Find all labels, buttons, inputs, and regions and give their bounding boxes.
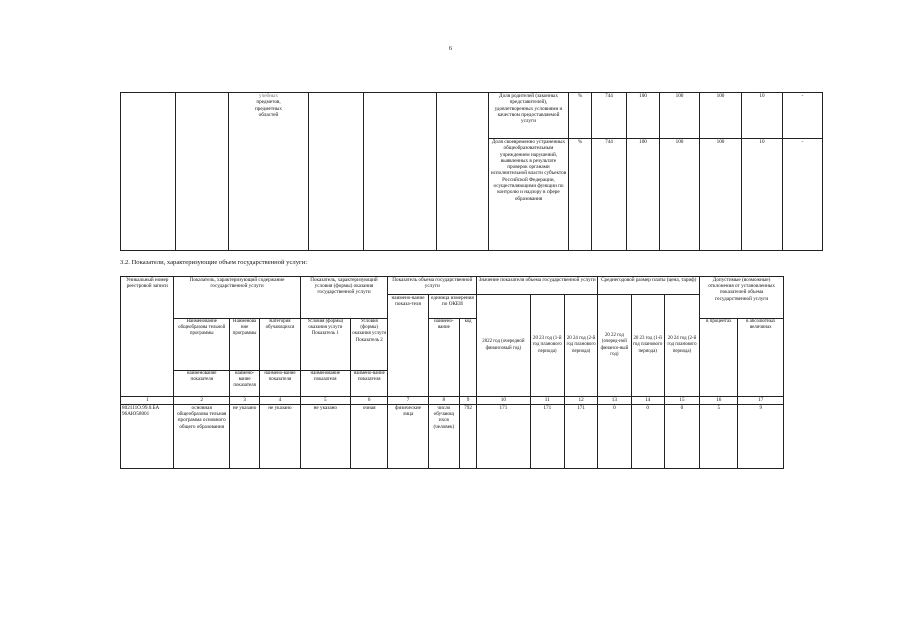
- value-year-1: 100: [627, 139, 660, 251]
- price-year-3: 0: [664, 405, 699, 469]
- value-year-1: 100: [627, 93, 660, 139]
- unit-code: 792: [459, 405, 476, 469]
- value-year-3: 100: [700, 139, 742, 251]
- header-condition-sub-2: Условия (формы) оказания услуги Показатель 2: [351, 319, 388, 371]
- header-row: [121, 277, 784, 295]
- header-condition-sub-1: Условия (формы) оказания услуги Показатель 1: [300, 319, 350, 371]
- cont-line: учебных: [259, 93, 278, 99]
- condition-2: очная: [351, 405, 388, 469]
- column-number: 2: [174, 397, 229, 405]
- column-number-row: [121, 397, 784, 405]
- column-number: 14: [631, 397, 664, 405]
- cont-line: предметных: [255, 105, 282, 112]
- okei-code: 744: [592, 93, 627, 139]
- cont-line: областей: [258, 111, 279, 118]
- registry-number: 802111О.99.0.БА 96АЮ58001: [121, 405, 174, 469]
- header-content-sub-2: Наименова ние программы: [229, 319, 259, 371]
- header-name-label: наименование показателя: [300, 371, 350, 397]
- header-content-sub-1: Наименование общеобразова тельной программы: [174, 319, 229, 371]
- program-name: не указано: [229, 405, 259, 469]
- column-number: 7: [388, 397, 428, 405]
- deviation-percent: 10: [742, 93, 783, 139]
- column-number: 11: [530, 397, 564, 405]
- unit-name: число обучающ ихся (человек): [428, 405, 459, 469]
- okei-code: 744: [592, 139, 627, 251]
- header-volume-indicator: Показатель объема государственной услуги: [388, 277, 477, 295]
- column-number: 17: [738, 397, 784, 405]
- section-title: 3.2. Показатели, характеризующие объем государственной услуги:: [120, 259, 308, 266]
- deviation-absolute: -: [783, 93, 823, 139]
- header-deviation-absolute: в абсолютных величинах: [738, 319, 784, 397]
- header-unit-name: наимено-вание: [428, 319, 459, 397]
- deviation-percent: 10: [742, 139, 783, 251]
- column-number: 4: [260, 397, 300, 405]
- header-allowed-deviation: Допустимые (возможные) отклонения от установленных показателей объема государственной услуги: [700, 277, 784, 319]
- header-average-price: Среднегодовой размер платы (цена, тариф): [598, 277, 700, 295]
- student-category: не указано: [260, 405, 300, 469]
- header-indicator-name: наимено-вание показа-теля: [388, 295, 428, 397]
- deviation-absolute: -: [783, 139, 823, 251]
- column-number: 13: [598, 397, 631, 405]
- deviation-percent: 5: [700, 405, 738, 469]
- header-price-year-1: 20 22 год (очеред-ной финансо-вый год): [598, 295, 631, 397]
- value-year-1: 171: [477, 405, 530, 469]
- price-year-1: 0: [598, 405, 631, 469]
- cell-empty: [176, 93, 229, 251]
- page-number: 6: [449, 46, 452, 52]
- cont-line: предметов,: [256, 99, 281, 106]
- price-year-2: 0: [631, 405, 664, 469]
- indicator-name: физические лица: [388, 405, 428, 469]
- value-year-2: 171: [530, 405, 564, 469]
- cell-empty: [364, 93, 437, 251]
- header-unit-code: код: [459, 319, 476, 397]
- indicator-name: Доля своевременно устраненных общеобразовательным учреждением нарушений, выявленных в результате проверок органами исполнительной власти субъектов Российской Федерации, осуществляющими функции по контролю и надзору в сфере образования: [489, 139, 569, 251]
- deviation-absolute: 9: [738, 405, 784, 469]
- header-price-year-3: 20 24 год (2-й год планового периода): [664, 295, 699, 397]
- column-number: 12: [564, 397, 597, 405]
- value-year-3: 100: [700, 93, 742, 139]
- value-year-3: 171: [564, 405, 597, 469]
- unit: %: [569, 93, 592, 139]
- cell-empty: [437, 93, 489, 251]
- header-name-label: наимено-вание показателя: [351, 371, 388, 397]
- header-registry-number: Уникальный номер реестровой записи: [121, 277, 174, 397]
- header-price-year-2: 20 23 год (1-й год планового периода): [631, 295, 664, 397]
- column-number: 5: [300, 397, 350, 405]
- table-row: [121, 93, 823, 139]
- value-year-2: 100: [660, 93, 700, 139]
- cell-empty: [121, 93, 176, 251]
- header-name-label: наимено-вание показателя: [229, 371, 259, 397]
- column-number: 9: [459, 397, 476, 405]
- quality-indicators-table-continued: [120, 92, 823, 251]
- header-unit-okei: единица измерения по ОКЕИ: [428, 295, 476, 319]
- column-number: 8: [428, 397, 459, 405]
- header-value-year-3: 20 24 год (2-й год планового периода): [564, 295, 597, 397]
- column-number: 10: [477, 397, 530, 405]
- indicator-name: Доля родителей (законных представителей), удовлетворенных условиями и качеством предоставляемой услуги: [489, 93, 569, 139]
- header-condition-indicator: Показатель, характеризующий условия (формы) оказания государственной услуги: [300, 277, 388, 319]
- header-name-label: наимено-вание показателя: [260, 371, 300, 397]
- cell-content-continued: [229, 93, 309, 251]
- unit: %: [569, 139, 592, 251]
- value-year-2: 100: [660, 139, 700, 251]
- header-deviation-percent: в процентах: [700, 319, 738, 397]
- condition-1: не указано: [300, 405, 350, 469]
- column-number: 15: [664, 397, 699, 405]
- header-content-indicator: Показатель, характеризующий содержание государственной услуги: [174, 277, 300, 319]
- volume-indicators-table: [120, 276, 784, 469]
- cell-empty: [309, 93, 364, 251]
- column-number: 16: [700, 397, 738, 405]
- header-name-label: наименование показателя: [174, 371, 229, 397]
- header-content-sub-3: Категория обучающихся: [260, 319, 300, 371]
- header-value-year-2: 20 23 год (1-й год планового периода): [530, 295, 564, 397]
- table-row: [121, 405, 784, 469]
- header-value-year-1: 2022 год (очередной финансовый год): [477, 295, 530, 397]
- header-volume-value: Значение показателя объема государственной услуги: [477, 277, 598, 295]
- column-number: 1: [121, 397, 174, 405]
- column-number: 3: [229, 397, 259, 405]
- column-number: 6: [351, 397, 388, 405]
- program-type: основная общеобразова тельная программа основного общего образования: [174, 405, 229, 469]
